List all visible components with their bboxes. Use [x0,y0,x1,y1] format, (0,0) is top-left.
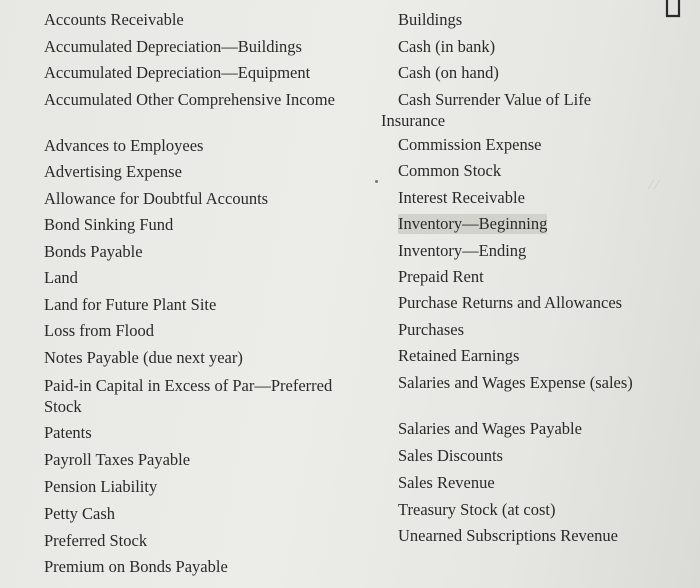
account-item: Sales Revenue [398,473,495,492]
stray-dot [375,180,378,183]
account-item: Accumulated Other Comprehensive Income [44,90,335,109]
pencil-mark: ⁄ ⁄ [650,178,658,192]
account-item: Pension Liability [44,477,158,496]
account-item: Advertising Expense [44,162,182,181]
account-item: Sales Discounts [398,446,503,465]
account-item: Purchase Returns and Allowances [398,293,623,312]
account-item: Petty Cash [44,504,116,523]
account-item: Advances to Employees [44,136,204,155]
account-item: Salaries and Wages Payable [398,419,582,438]
account-item: Notes Payable (due next year) [44,348,243,367]
account-item: Accumulated Depreciation—Equipment [44,63,311,82]
account-item: Salaries and Wages Expense (sales) [398,373,633,392]
account-item: Retained Earnings [398,346,520,365]
account-item: Paid-in Capital in Excess of Par—Preferred Stock [44,376,333,416]
account-item: Accumulated Depreciation—Buildings [44,37,302,56]
bookmark-icon[interactable] [656,0,690,26]
account-item: Preferred Stock [44,531,148,550]
account-item: Payroll Taxes Payable [44,450,191,469]
account-item-highlighted: Inventory—Beginning [398,214,548,233]
account-item: Premium on Bonds Payable [44,557,228,576]
account-item: Cash (in bank) [398,37,496,56]
account-item: Land for Future Plant Site [44,295,217,314]
account-item: Allowance for Doubtful Accounts [44,189,269,208]
account-item: Prepaid Rent [398,267,484,286]
account-item: Common Stock [398,161,502,180]
account-item: Treasury Stock (at cost) [398,500,556,519]
account-item: Buildings [398,10,463,29]
account-item: Cash Surrender Value of Life Insurance [381,90,592,130]
account-item: Commission Expense [398,135,542,154]
account-item: Land [44,268,78,287]
account-item: Bonds Payable [44,242,143,261]
account-item: Interest Receivable [398,188,525,207]
account-item: Accounts Receivable [44,10,184,29]
account-item: Unearned Subscriptions Revenue [398,526,618,545]
account-item: Loss from Flood [44,321,155,340]
account-item: Patents [44,423,92,442]
account-item: Purchases [398,320,464,339]
account-item: Bond Sinking Fund [44,215,174,234]
account-item: Cash (on hand) [398,63,499,82]
account-item: Inventory—Ending [398,241,527,260]
